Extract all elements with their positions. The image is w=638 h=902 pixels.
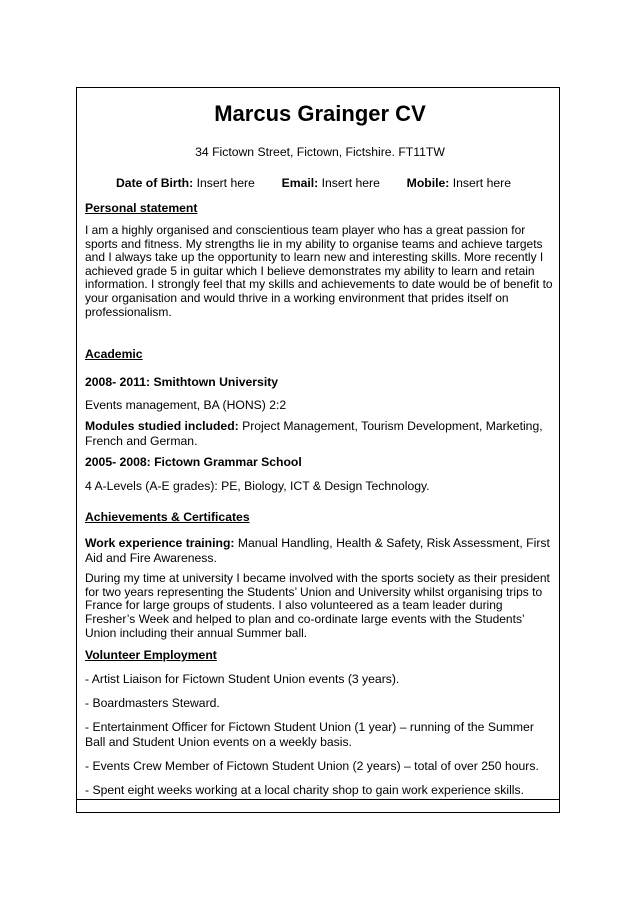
email [282,176,380,190]
personal-statement-heading: Personal statement [85,201,198,215]
mobile-value: Insert here [449,176,511,190]
mobile-label: Mobile: [406,176,450,190]
school-title: 2005- 2008: Fictown Grammar School [85,455,302,470]
volunteer-item: - Entertainment Officer for Fictown Student Union (1 year) – running of the Summer Ball and Student Union events on a weekly basis. [85,720,534,750]
divider [77,799,560,800]
date-of-birth [116,176,255,190]
volunteer-item: - Events Crew Member of Fictown Student Union (2 years) – total of over 250 hours. [85,759,539,774]
volunteer-heading: Volunteer Employment [85,648,217,663]
cv-title: Marcus Grainger CV [214,101,426,126]
modules [85,419,555,449]
contact-details [85,176,555,190]
volunteer-item: - Boardmasters Steward. [85,696,220,711]
dob-label: Date of Birth: [116,176,194,190]
university-degree: Events management, BA (HONS) 2:2 [85,398,287,413]
cv-document [76,87,560,813]
work-experience-training [85,536,555,566]
school-grades: 4 A-Levels (A-E grades): PE, Biology, ICT & Design Technology. [85,479,430,494]
personal-statement-text: I am a highly organised and conscientious team player who has a great passion for sports and fitness. My strengths lie in my ability to organise teams and achieve targets and I always take up the opportunity to learn new and interesting skills. More recently I achieved grade 5 in guitar which I believe demonstrates my ability to learn and retain information. I strongly feel that my skills and achievements to date would be of benefit to your organisation and would thrive in a working environment that prides itself on professionalism. [85,223,553,319]
work-text: Manual Handling, Health & Safety, Risk Assessment, First Aid and Fire Awareness. [85,536,550,566]
university-involvement: During my time at university I became involved with the sports society as their president for two years representing the Students’ Union and University whilst organising trips to France for large groups of students. I also volunteered as a team leader during Fresher’s Week and helped to plan and co-ordinate large events with the Students’ Union including their annual Summer ball. [85,571,550,640]
email-label: Email: [281,176,319,190]
email-value: Insert here [318,176,380,190]
academic-heading: Academic [85,347,143,362]
volunteer-item: - Artist Liaison for Fictown Student Union events (3 years). [85,672,400,687]
work-label: Work experience training: [85,536,235,551]
cv-content [85,88,555,798]
modules-text: Project Management, Tourism Development, Marketing, French and German. [85,419,543,449]
dob-value: Insert here [193,176,255,190]
modules-label: Modules studied included: [85,419,239,434]
achievements-heading: Achievements & Certificates [85,510,250,525]
mobile [407,176,511,190]
address: 34 Fictown Street, Fictown, Fictshire. FT11TW [195,145,445,159]
volunteer-item: - Spent eight weeks working at a local charity shop to gain work experience skills. [85,783,524,798]
university-title: 2008- 2011: Smithtown University [85,375,279,390]
